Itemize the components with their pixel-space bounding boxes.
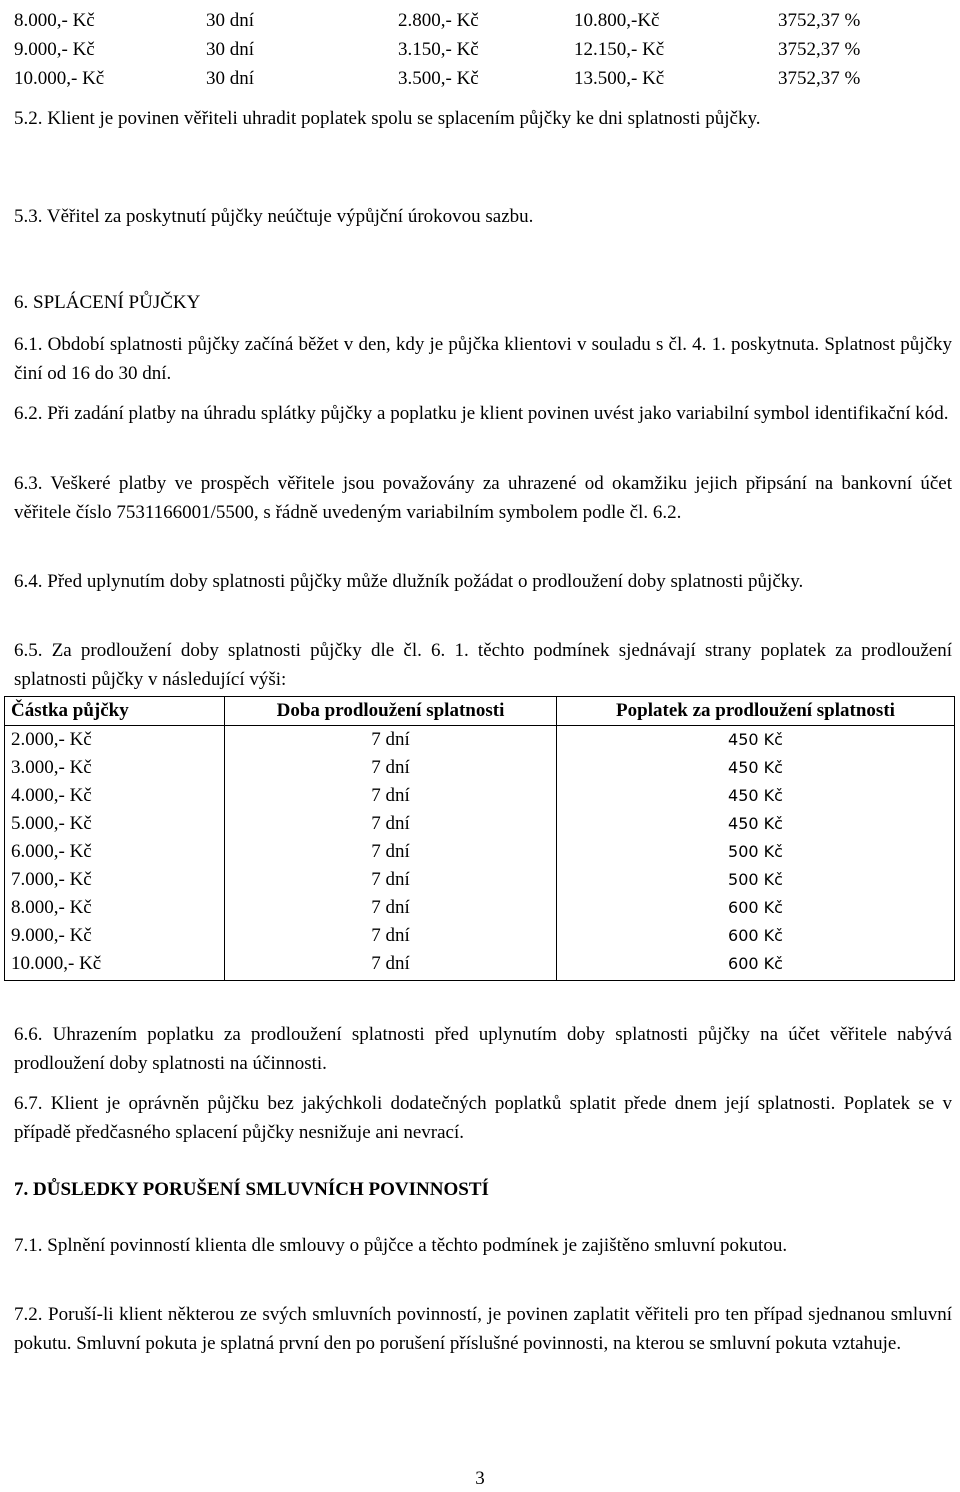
rate-cell: 3752,37 % <box>778 39 861 60</box>
page-number: 3 <box>475 1468 485 1489</box>
table-row <box>5 866 955 894</box>
paragraph-6-3: 6.3. Veškeré platby ve prospěch věřitele jsou považovány za uhrazené od okamžiku jejich připsání na bankovní účet věřitele číslo 7531166001/5500, s řádně uvedeným variabilním symbolem podle čl. 6.2. <box>14 473 952 523</box>
fee-cell: 450 Kč <box>557 782 955 810</box>
header-extension-period: Doba prodloužení splatnosti <box>225 697 557 726</box>
section-heading-6: 6. SPLÁCENÍ PŮJČKY <box>14 292 201 313</box>
section-heading-7: 7. DŮSLEDKY PORUŠENÍ SMLUVNÍCH POVINNOSTÍ <box>14 1179 489 1200</box>
paragraph-6-2: 6.2. Při zadání platby na úhradu splátky půjčky a poplatku je klient povinen uvést jako variabilní symbol identifikační kód. <box>14 403 949 424</box>
header-extension-fee: Poplatek za prodloužení splatnosti <box>557 697 955 726</box>
rate-cell: 30 dní <box>206 68 255 89</box>
period-cell: 7 dní <box>225 838 557 866</box>
rate-cell: 8.000,- Kč <box>14 10 95 31</box>
loan-amount-cell: 5.000,- Kč <box>5 810 225 838</box>
fee-cell: 600 Kč <box>557 894 955 922</box>
loan-amount-cell: 10.000,- Kč <box>5 950 225 981</box>
period-cell: 7 dní <box>225 726 557 755</box>
rate-cell: 2.800,- Kč <box>398 10 479 31</box>
paragraph-5-3: 5.3. Věřitel za poskytnutí půjčky neúčtuje výpůjční úrokovou sazbu. <box>14 206 534 227</box>
loan-amount-cell: 2.000,- Kč <box>5 726 225 755</box>
rate-cell: 3752,37 % <box>778 68 861 89</box>
table-row <box>5 838 955 866</box>
rate-cell: 3752,37 % <box>778 10 861 31</box>
table-row <box>5 810 955 838</box>
loan-amount-cell: 3.000,- Kč <box>5 754 225 782</box>
fee-cell: 450 Kč <box>557 810 955 838</box>
loan-amount-cell: 8.000,- Kč <box>5 894 225 922</box>
rate-cell: 9.000,- Kč <box>14 39 95 60</box>
period-cell: 7 dní <box>225 754 557 782</box>
table-row <box>5 754 955 782</box>
fee-cell: 450 Kč <box>557 726 955 755</box>
fee-table-header-row <box>5 697 955 726</box>
loan-amount-cell: 4.000,- Kč <box>5 782 225 810</box>
fee-cell: 450 Kč <box>557 754 955 782</box>
paragraph-6-7: 6.7. Klient je oprávněn půjčku bez jakýchkoli dodatečných poplatků splatit přede dnem její splatnosti. Poplatek se v případě předčasného splacení půjčky nesnižuje ani nevrací. <box>14 1093 952 1143</box>
rate-cell: 3.500,- Kč <box>398 68 479 89</box>
rate-cell: 10.000,- Kč <box>14 68 105 89</box>
paragraph-6-5: 6.5. Za prodloužení doby splatnosti půjčky dle čl. 6. 1. těchto podmínek sjednávají strany poplatek za prodloužení splatnosti půjčky v následující výši: <box>14 640 952 690</box>
rate-cell: 30 dní <box>206 10 255 31</box>
table-row <box>5 950 955 981</box>
table-row <box>5 922 955 950</box>
paragraph-6-6: 6.6. Uhrazením poplatku za prodloužení splatnosti před uplynutím doby splatnosti půjčky na účet věřitele nabývá prodloužení doby splatnosti na účinnosti. <box>14 1024 952 1074</box>
period-cell: 7 dní <box>225 810 557 838</box>
rate-row <box>14 35 914 64</box>
rate-row <box>14 6 914 35</box>
loan-amount-cell: 9.000,- Kč <box>5 922 225 950</box>
rate-cell: 10.800,-Kč <box>574 10 660 31</box>
fee-cell: 500 Kč <box>557 838 955 866</box>
paragraph-5-2: 5.2. Klient je povinen věřiteli uhradit poplatek spolu se splacením půjčky ke dni splatnosti půjčky. <box>14 108 761 129</box>
fee-cell: 600 Kč <box>557 950 955 981</box>
table-row <box>5 782 955 810</box>
paragraph-6-4: 6.4. Před uplynutím doby splatnosti půjčky může dlužník požádat o prodloužení doby splatnosti půjčky. <box>14 571 804 592</box>
period-cell: 7 dní <box>225 866 557 894</box>
rate-row <box>14 64 914 93</box>
period-cell: 7 dní <box>225 894 557 922</box>
table-row <box>5 894 955 922</box>
rate-table <box>14 6 914 93</box>
loan-amount-cell: 6.000,- Kč <box>5 838 225 866</box>
rate-cell: 30 dní <box>206 39 255 60</box>
fee-cell: 600 Kč <box>557 922 955 950</box>
loan-amount-cell: 7.000,- Kč <box>5 866 225 894</box>
rate-cell: 13.500,- Kč <box>574 68 665 89</box>
header-loan-amount: Částka půjčky <box>5 697 225 726</box>
paragraph-7-1: 7.1. Splnění povinností klienta dle smlouvy o půjčce a těchto podmínek je zajištěno smluvní pokutou. <box>14 1235 788 1256</box>
fee-cell: 500 Kč <box>557 866 955 894</box>
table-row <box>5 726 955 755</box>
extension-fee-table <box>4 696 955 981</box>
rate-cell: 3.150,- Kč <box>398 39 479 60</box>
period-cell: 7 dní <box>225 950 557 981</box>
period-cell: 7 dní <box>225 782 557 810</box>
paragraph-7-2: 7.2. Poruší-li klient některou ze svých smluvních povinností, je povinen zaplatit věřiteli pro ten případ sjednanou smluvní pokutu. Smluvní pokuta je splatná první den po porušení příslušné povinnosti, na kterou se smluvní pokuta vztahuje. <box>14 1304 952 1354</box>
paragraph-6-1: 6.1. Období splatnosti půjčky začíná běžet v den, kdy je půjčka klientovi v souladu s čl. 4. 1. poskytnuta. Splatnost půjčky činí od 16 do 30 dní. <box>14 334 952 384</box>
rate-cell: 12.150,- Kč <box>574 39 665 60</box>
period-cell: 7 dní <box>225 922 557 950</box>
